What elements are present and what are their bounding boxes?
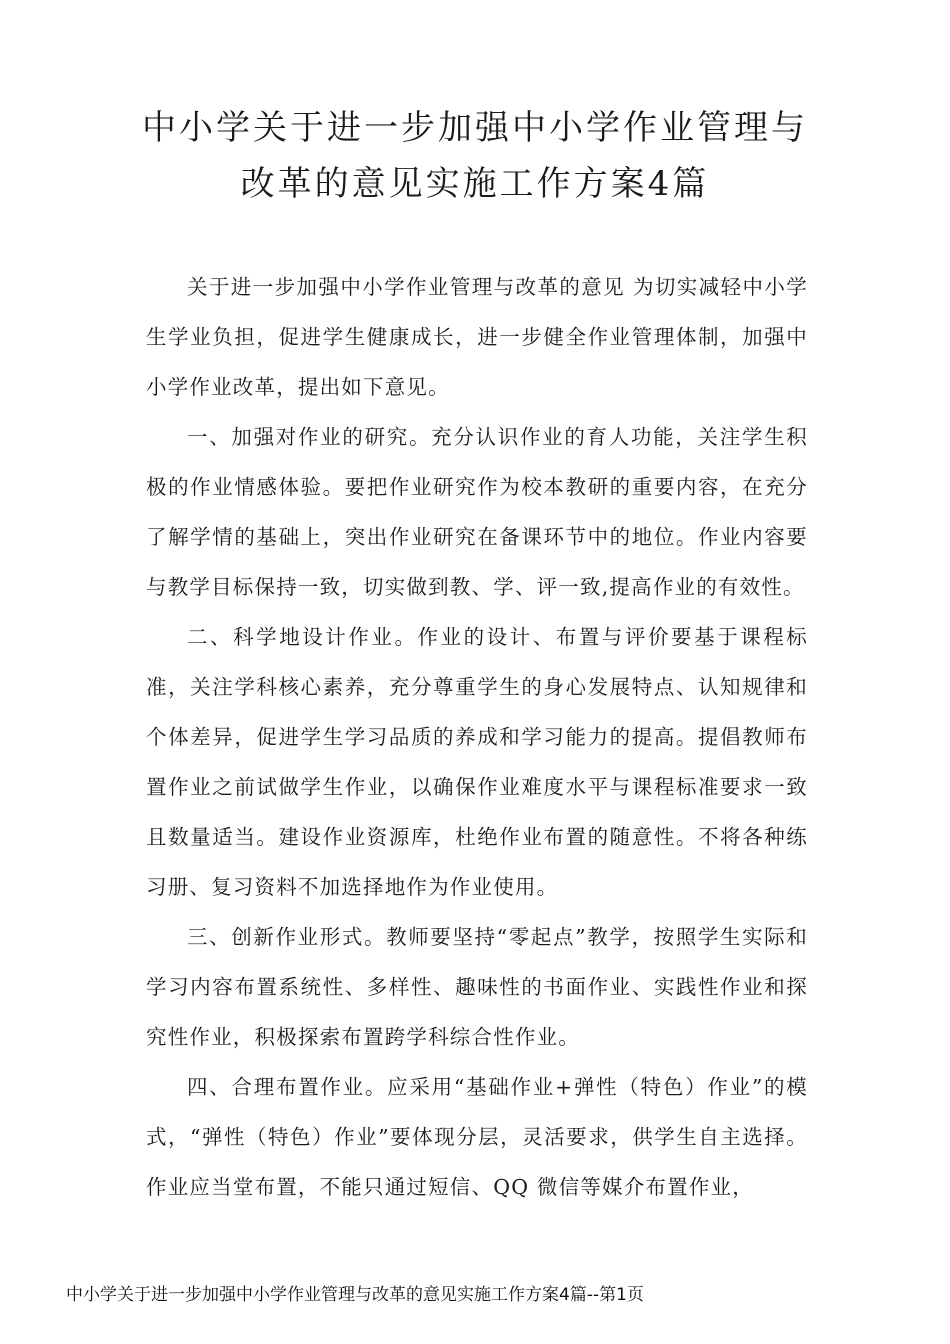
paragraph-intro: 关于进一步加强中小学作业管理与改革的意见 为切实减轻中小学生学业负担，促进学生健康成长，进一步健全作业管理体制，加强中小学作业改革，提出如下意见。	[146, 275, 808, 399]
document-title	[100, 100, 850, 212]
paragraph-4: 四、合理布置作业。应采用“基础作业+弹性（特色）作业”的模式，“弹性（特色）作业”要体现分层，灵活要求，供学生自主选择。作业应当堂布置，不能只通过短信、QQ 微信等媒介布置作业，	[146, 1075, 808, 1199]
paragraph-3: 三、创新作业形式。教师要坚持“零起点”教学，按照学生实际和学习内容布置系统性、多样性、趣味性的书面作业、实践性作业和探究性作业，积极探索布置跨学科综合性作业。	[146, 925, 808, 1049]
title-line-2: 改革的意见实施工作方案4篇	[240, 164, 710, 204]
paragraph-1: 一、加强对作业的研究。充分认识作业的育人功能，关注学生积极的作业情感体验。要把作业研究作为校本教研的重要内容，在充分了解学情的基础上，突出作业研究在备课环节中的地位。作业内容要与教学目标保持一致，切实做到教、学、评一致,提高作业的有效性。	[146, 425, 808, 599]
page-footer: 中小学关于进一步加强中小学作业管理与改革的意见实施工作方案4篇--第1页	[66, 1285, 644, 1305]
title-line-1: 中小学关于进一步加强中小学作业管理与	[142, 108, 808, 148]
document-body	[146, 262, 808, 1212]
paragraph-2: 二、科学地设计作业。作业的设计、布置与评价要基于课程标准，关注学科核心素养，充分尊重学生的身心发展特点、认知规律和个体差异，促进学生学习品质的养成和学习能力的提高。提倡教师布置作业之前试做学生作业，以确保作业难度水平与课程标准要求一致且数量适当。建设作业资源库，杜绝作业布置的随意性。不将各种练习册、复习资料不加选择地作为作业使用。	[146, 625, 808, 899]
